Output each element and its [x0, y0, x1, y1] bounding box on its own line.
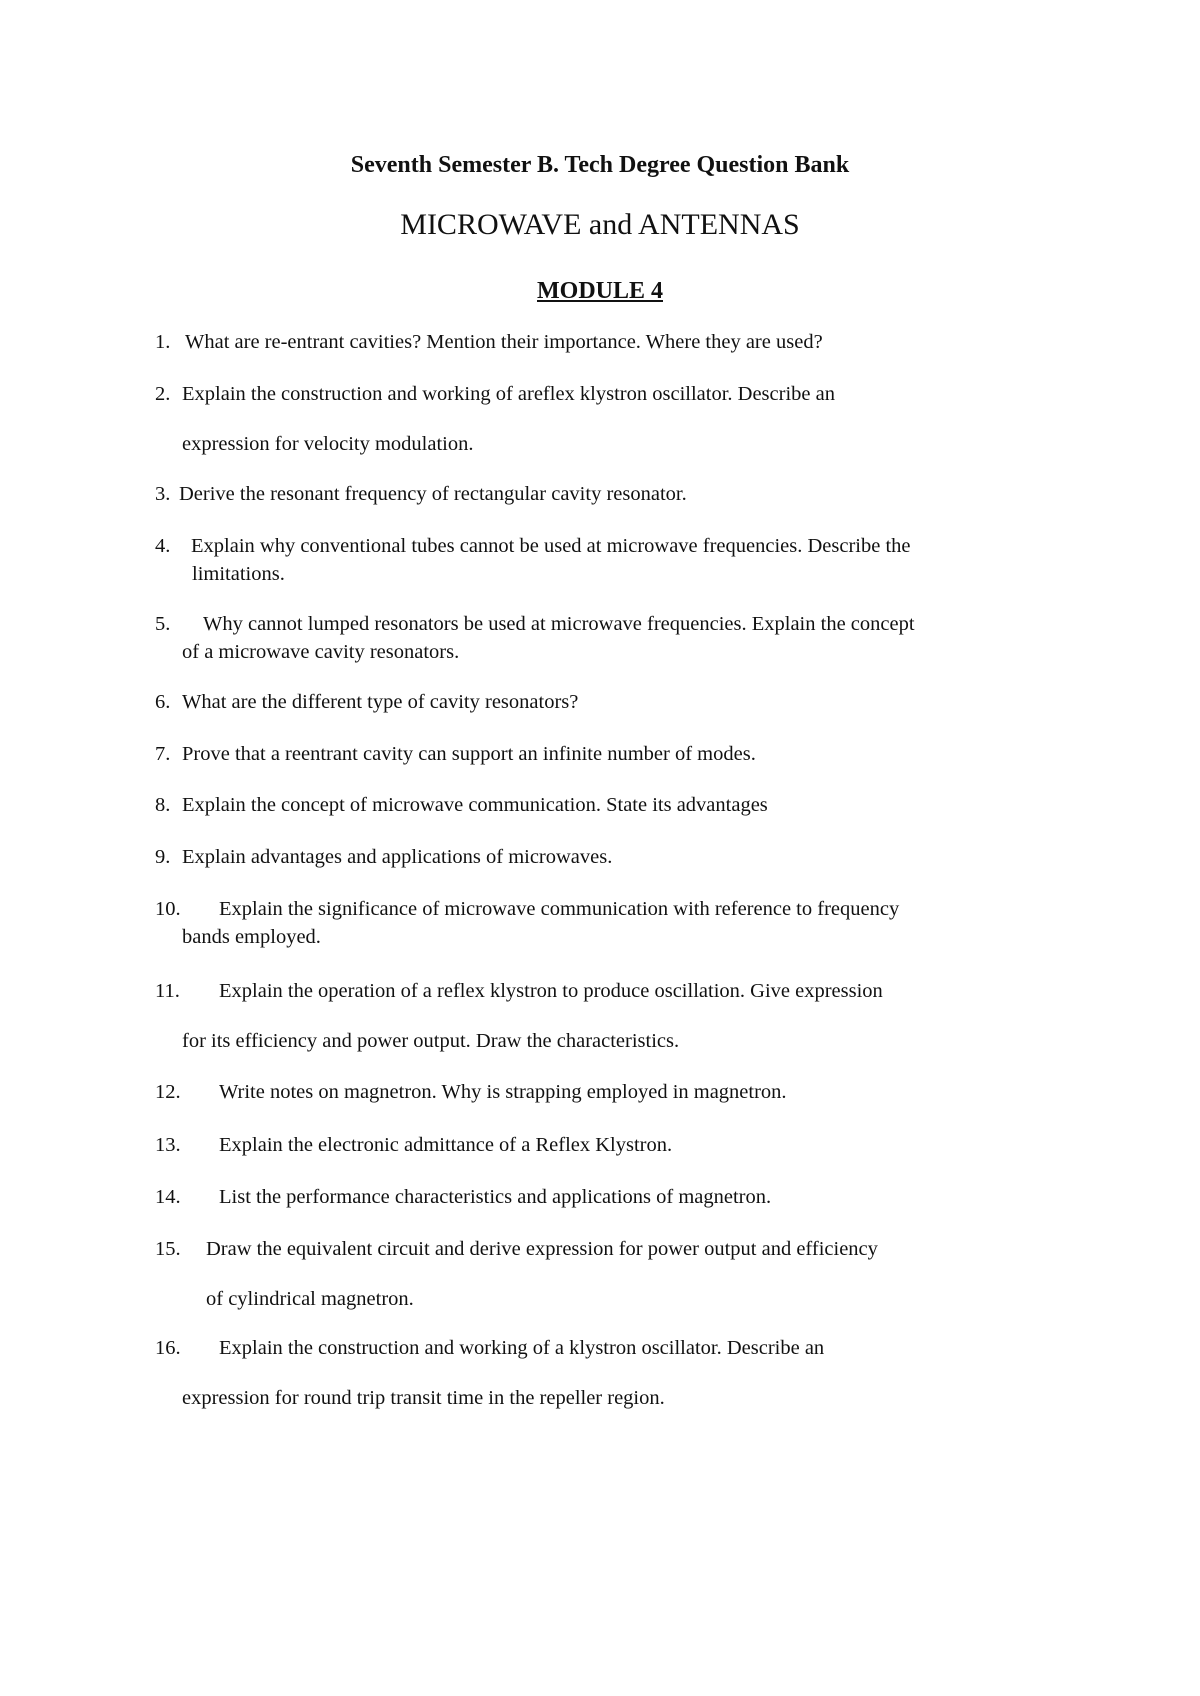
question-16 — [155, 1334, 824, 1362]
question-text: Explain why conventional tubes cannot be used at microwave frequencies. Describe the — [191, 535, 911, 557]
question-6 — [155, 688, 578, 716]
question-number: 4. — [155, 535, 171, 557]
question-12 — [155, 1078, 787, 1106]
question-5-continued — [182, 638, 459, 666]
question-number: 7. — [155, 743, 171, 765]
question-text: Explain the concept of microwave communication. State its advantages — [182, 794, 768, 816]
module-heading: MODULE 4 — [537, 278, 663, 304]
question-text: Explain the operation of a reflex klystron to produce oscillation. Give expression — [219, 980, 883, 1002]
question-text: expression for velocity modulation. — [182, 433, 474, 455]
question-number: 10. — [155, 898, 181, 920]
question-text: limitations. — [192, 563, 285, 585]
question-number: 3. — [155, 483, 171, 505]
document-subtitle: Seventh Semester B. Tech Degree Question Bank — [350, 152, 850, 178]
question-text: Why cannot lumped resonators be used at microwave frequencies. Explain the concept — [203, 613, 915, 635]
question-number: 6. — [155, 691, 171, 713]
question-16-continued — [182, 1384, 665, 1412]
question-number: 15. — [155, 1238, 181, 1260]
question-2-continued — [182, 430, 474, 458]
question-text: Explain the construction and working of a klystron oscillator. Describe an — [219, 1337, 825, 1359]
question-10 — [155, 895, 899, 923]
question-text: Explain the construction and working of areflex klystron oscillator. Describe an — [182, 383, 835, 405]
question-number: 13. — [155, 1134, 181, 1156]
question-5 — [155, 610, 915, 638]
question-number: 5. — [155, 613, 171, 635]
question-number: 14. — [155, 1186, 181, 1208]
question-number: 9. — [155, 846, 171, 868]
question-4-continued — [192, 560, 285, 588]
document-title: MICROWAVE and ANTENNAS — [400, 208, 800, 241]
question-15-continued — [206, 1285, 414, 1313]
question-text: bands employed. — [182, 926, 321, 948]
question-text: Prove that a reentrant cavity can support an infinite number of modes. — [182, 743, 756, 765]
question-4 — [155, 532, 911, 560]
question-text: Write notes on magnetron. Why is strapping employed in magnetron. — [219, 1081, 787, 1103]
question-number: 11. — [155, 980, 180, 1002]
question-number: 8. — [155, 794, 171, 816]
question-11-continued — [182, 1027, 679, 1055]
question-7 — [155, 740, 756, 768]
question-text: Explain the electronic admittance of a Reflex Klystron. — [219, 1134, 673, 1156]
question-text: of a microwave cavity resonators. — [182, 641, 460, 663]
question-text: What are the different type of cavity resonators? — [182, 691, 579, 713]
question-3 — [155, 480, 687, 508]
question-8 — [155, 791, 768, 819]
question-number: 1. — [155, 331, 171, 353]
question-1 — [155, 328, 823, 356]
question-text: Derive the resonant frequency of rectangular cavity resonator. — [179, 483, 687, 505]
question-text: Draw the equivalent circuit and derive expression for power output and efficiency — [206, 1238, 878, 1260]
question-text: for its efficiency and power output. Draw the characteristics. — [182, 1030, 680, 1052]
question-text: Explain advantages and applications of microwaves. — [182, 846, 613, 868]
question-10-continued — [182, 923, 321, 951]
question-text: List the performance characteristics and applications of magnetron. — [219, 1186, 772, 1208]
question-11 — [155, 977, 883, 1005]
question-14 — [155, 1183, 771, 1211]
question-text: expression for round trip transit time in the repeller region. — [182, 1387, 665, 1409]
question-text: of cylindrical magnetron. — [206, 1288, 414, 1310]
question-text: What are re-entrant cavities? Mention their importance. Where they are used? — [185, 331, 823, 353]
question-2 — [155, 380, 835, 408]
question-number: 16. — [155, 1337, 181, 1359]
question-15 — [155, 1235, 878, 1263]
question-number: 2. — [155, 383, 171, 405]
question-text: Explain the significance of microwave communication with reference to frequency — [219, 898, 900, 920]
question-number: 12. — [155, 1081, 181, 1103]
question-13 — [155, 1131, 672, 1159]
question-9 — [155, 843, 612, 871]
